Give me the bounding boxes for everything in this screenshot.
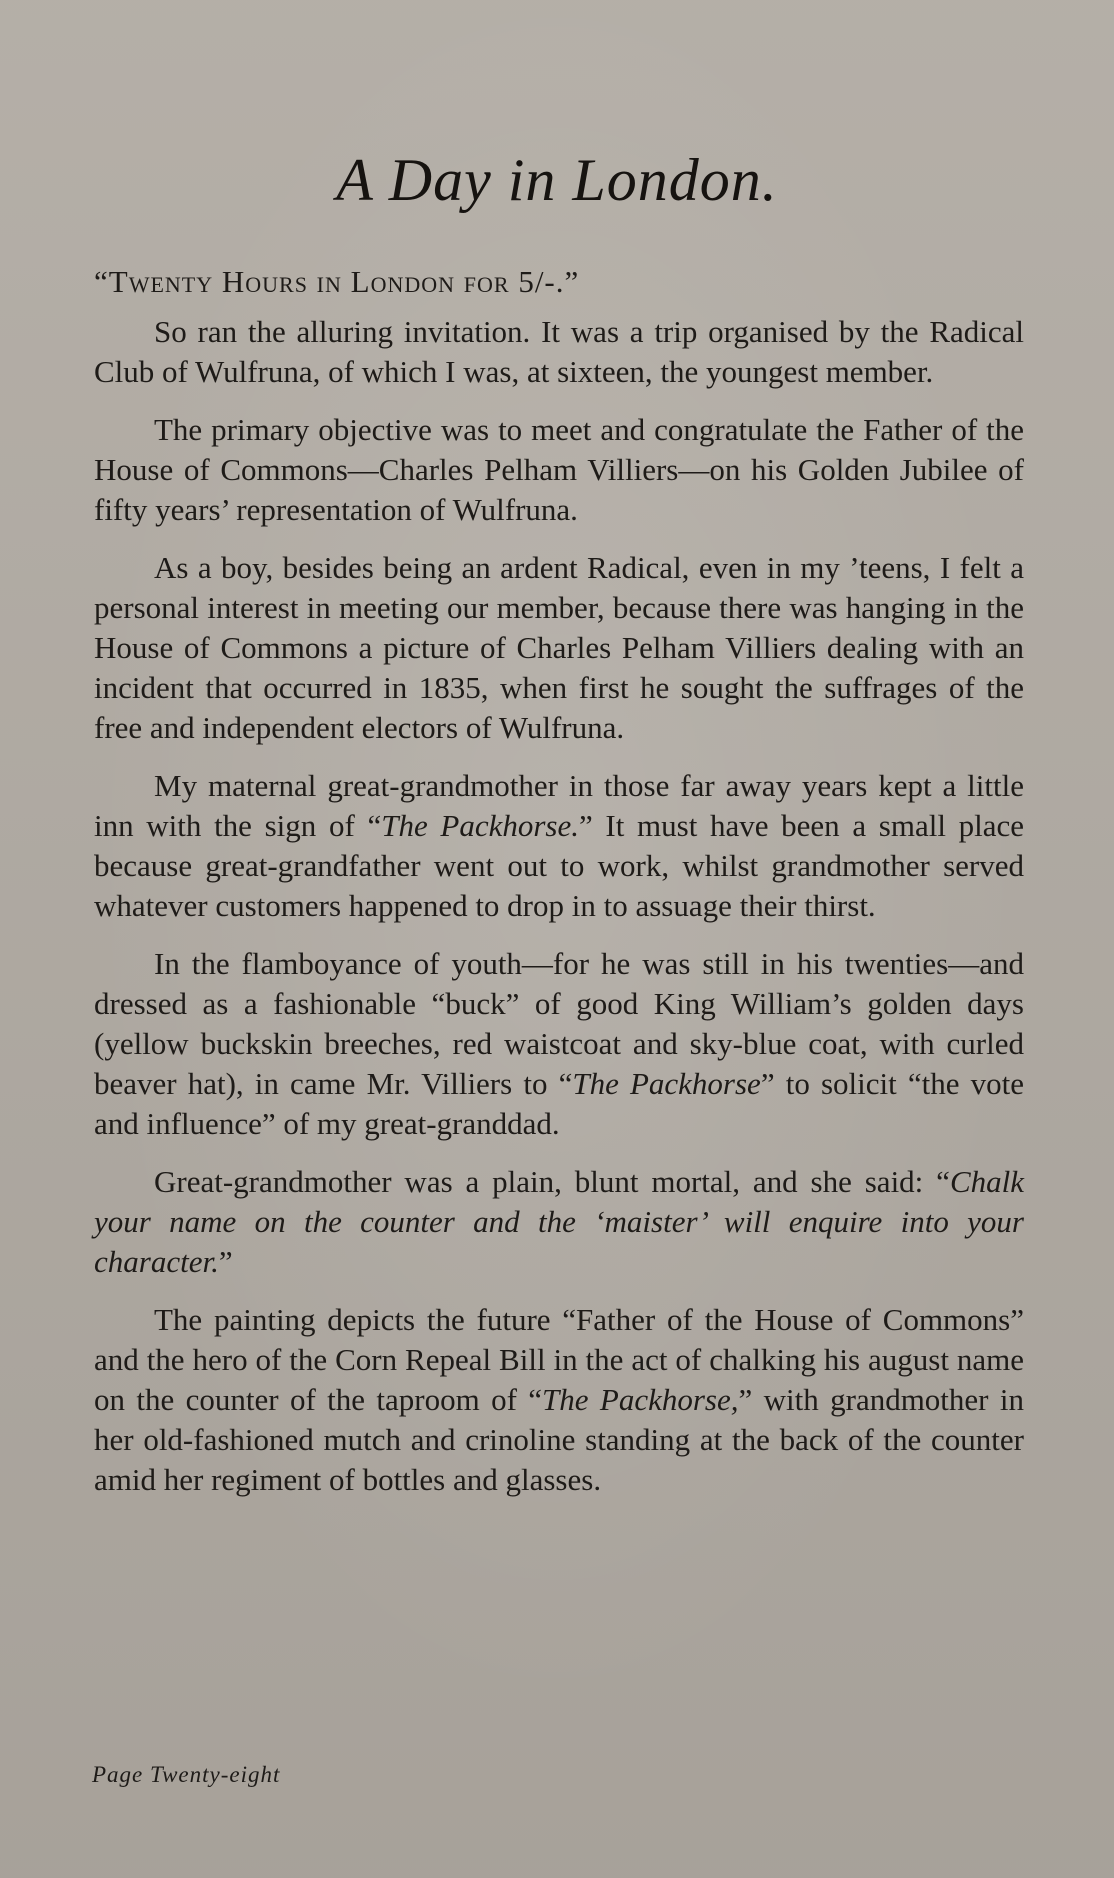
paragraph-5-italic: The Packhorse: [572, 1066, 761, 1101]
paragraph-4-text-b: ” It must have been a small place because great-grandfather went out to work, whilst grandmother served whatever customers happened to drop in to assuage their thirst.: [94, 808, 1025, 923]
paragraph-4: [94, 766, 1024, 926]
paragraph-5-text-a: In the flamboyance of youth—for he was still in his twenties—and dressed as a fashionable “buck” of good King William’s golden days (yellow buckskin breeches, red waistcoat and sky-blue coat, with curled beaver hat), in came Mr. Villiers to “: [94, 946, 1024, 1101]
paragraph-6: [94, 1162, 1024, 1282]
paragraph-3: As a boy, besides being an ardent Radical, even in my ’teens, I felt a personal interest in meeting our member, because there was hanging in the House of Commons a picture of Charles Pelham Villiers dealing with an incident that occurred in 1835, when first he sought the suffrages of the free and independent electors of Wulfruna.: [94, 550, 1024, 745]
paragraph-5-text-b: ” to solicit “the vote and influence” of my great-granddad.: [94, 1066, 1025, 1141]
paragraph-4-text-a: My maternal great-grandmother in those far away years kept a little inn with the sign of “: [94, 768, 1024, 843]
paragraph-1: So ran the alluring invitation. It was a trip organised by the Radical Club of Wulfruna, of which I was, at sixteen, the youngest member.: [94, 314, 1024, 389]
paragraph-7-text-b: ” with grandmother in her old-fashioned mutch and crinoline standing at the back of the counter amid her regiment of bottles and glasses.: [94, 1382, 1024, 1497]
page-footer: Page Twenty-eight: [92, 1762, 281, 1787]
paragraph-6-text-b: ”: [218, 1244, 233, 1279]
page-title: A Day in London.: [336, 147, 778, 213]
paragraph-6-text-a: Great-grandmother was a plain, blunt mortal, and she said: “: [154, 1164, 950, 1199]
paragraph-6-italic: Chalk your name on the counter and the ‘maister’ will enquire into your character.: [94, 1164, 1024, 1279]
paragraph-5: [94, 944, 1024, 1144]
paragraph-7-italic: The Packhorse,: [542, 1382, 739, 1417]
article-heading: “Twenty Hours in London for 5/-.”: [94, 264, 580, 299]
paragraph-7: [94, 1300, 1024, 1500]
paragraph-2: The primary objective was to meet and congratulate the Father of the House of Commons—Charles Pelham Villiers—on his Golden Jubilee of fifty years’ representation of Wulfruna.: [94, 412, 1024, 527]
paragraph-7-text-a: The painting depicts the future “Father of the House of Commons” and the hero of the Corn Repeal Bill in the act of chalking his august name on the counter of the taproom of “: [94, 1302, 1024, 1417]
article-body: [94, 262, 1024, 1518]
paragraph-4-italic: The Packhorse.: [381, 808, 579, 843]
